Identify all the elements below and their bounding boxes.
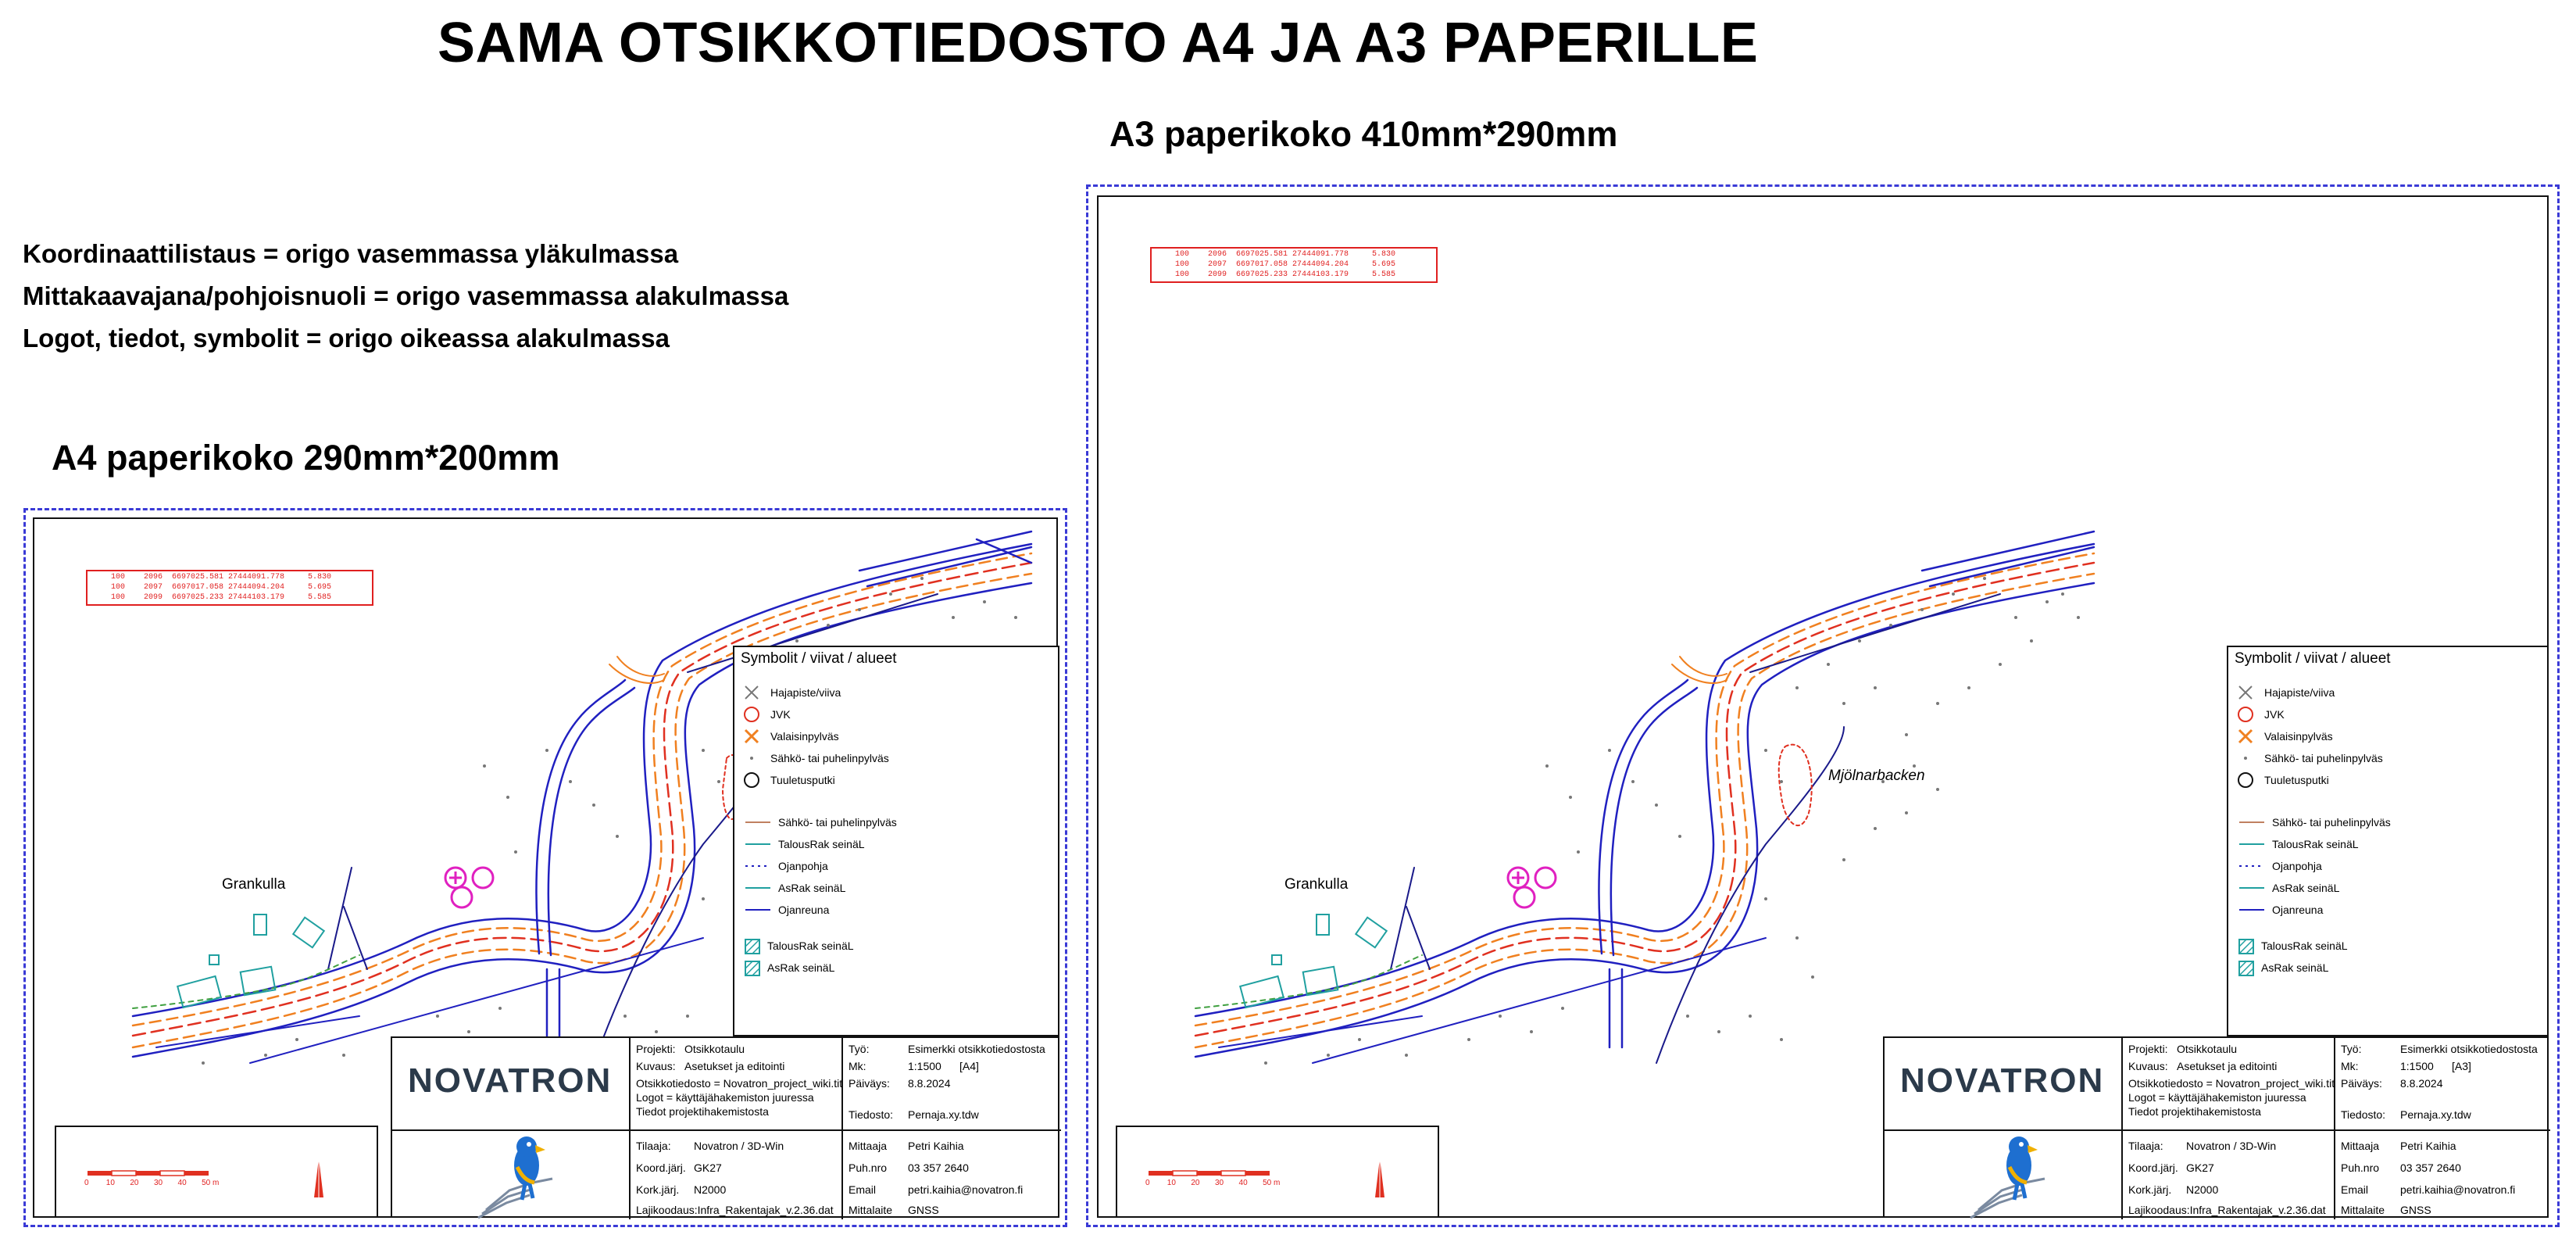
place-label-grankulla: Grankulla [1284,876,1349,893]
legend-item: AsRak seinäL [767,961,835,974]
label-projekti: Projekti: [2128,1043,2168,1055]
legend-item: Ojanreuna [2272,904,2324,916]
label-paivays: Päiväys: [849,1077,890,1090]
label-mk: Mk: [849,1060,866,1072]
legend-item: TalousRak seinäL [2261,940,2348,952]
legend-item: Hajapiste/viiva [2264,686,2335,699]
legend-title: Symbolit / viivat / alueet [741,650,897,667]
a4-title-block [391,1036,1059,1218]
value-tiedosto: Pernaja.xy.tdw [908,1108,979,1121]
label-tyo: Työ: [2341,1043,2362,1055]
legend-item: TalousRak seinäL [767,940,854,952]
a3-legend [2227,646,2549,1036]
value-paivays: 8.8.2024 [2400,1077,2443,1090]
legend-item: TalousRak seinäL [778,838,865,850]
legend-item: AsRak seinäL [2261,961,2329,974]
note-scale-bar: Mittakaavajana/pohjoisnuoli = origo vasemmassa alakulmassa [23,281,789,310]
coordinate-row: 100 2097 6697017.058 27444094.204 5.695 [111,583,332,592]
info-line: Logot = käyttäjähakemiston juuressa [2128,1091,2306,1104]
label-tilaaja: Tilaaja: [2128,1140,2163,1152]
value-mittaaja: Petri Kaihia [908,1140,964,1152]
scale-bar [56,1127,380,1219]
coordinate-row: 100 2096 6697025.581 27444091.778 5.830 [1175,250,1396,259]
legend-item: Sähkö- tai puhelinpylväs [770,752,889,764]
value-tilaaja: Novatron / 3D-Win [694,1140,784,1152]
value-email: petri.kaihia@novatron.fi [2400,1183,2516,1196]
value-mittalaite: GNSS [2400,1204,2431,1216]
label-tyo: Työ: [849,1043,870,1055]
legend-item: Sähkö- tai puhelinpylväs [2264,752,2383,764]
label-mk: Mk: [2341,1060,2359,1072]
value-tilaaja: Novatron / 3D-Win [2186,1140,2277,1152]
a3-scale-bar-box [1116,1126,1439,1218]
label-kork: Kork.järj. [2128,1183,2172,1196]
value-paper-size: [A4] [959,1060,979,1072]
a4-heading: A4 paperikoko 290mm*200mm [52,438,560,478]
legend-item: Sähkö- tai puhelinpylväs [2272,816,2391,829]
label-mittaaja: Mittaaja [2341,1140,2380,1152]
legend-item: Ojanreuna [778,904,830,916]
coordinate-row: 100 2097 6697017.058 27444094.204 5.695 [1175,260,1396,269]
a4-legend [733,646,1059,1036]
page-title: SAMA OTSIKKOTIEDOSTO A4 JA A3 PAPERILLE [438,12,1759,74]
value-paivays: 8.8.2024 [908,1077,951,1090]
value-tyo: Esimerkki otsikkotiedostosta [2400,1043,2538,1055]
legend-item: Tuuletusputki [2264,774,2329,786]
scale-labels: 0 10 20 30 40 50 m [84,1179,220,1187]
legend-item: AsRak seinäL [2272,882,2340,894]
label-kuvaus: Kuvaus: [636,1060,676,1072]
label-koord: Koord.järj. [636,1161,686,1174]
value-mk: 1:1500 [908,1060,941,1072]
a4-scale-bar-box [55,1126,378,1218]
value-kuvaus: Asetukset ja editointi [2177,1060,2278,1072]
value-mittalaite: GNSS [908,1204,939,1216]
legend-title: Symbolit / viivat / alueet [2235,650,2391,667]
label-kuvaus: Kuvaus: [2128,1060,2168,1072]
value-kork: N2000 [694,1183,727,1196]
label-puh: Puh.nro [849,1161,888,1174]
legend-item: Ojanpohja [2272,860,2322,872]
legend-item: JVK [770,708,791,721]
scale-bar [1117,1127,1441,1219]
info-line: Logot = käyttäjähakemiston juuressa [636,1091,814,1104]
place-label-mjolnarbacken: Mjölnarbacken [1828,768,1925,784]
value-tiedosto: Pernaja.xy.tdw [2400,1108,2471,1121]
place-label-grankulla: Grankulla [222,876,286,893]
legend-item: Valaisinpylväs [770,730,839,743]
info-line: Tiedot projektihakemistosta [636,1105,769,1118]
legend-item: Sähkö- tai puhelinpylväs [778,816,897,829]
legend-item: TalousRak seinäL [2272,838,2359,850]
note-logos: Logot, tiedot, symbolit = origo oikeassa alakulmassa [23,324,670,353]
scale-labels: 0 10 20 30 40 50 m [1145,1179,1281,1187]
value-mittaaja: Petri Kaihia [2400,1140,2456,1152]
value-projekti: Otsikkotaulu [2177,1043,2238,1055]
legend-item: Hajapiste/viiva [770,686,841,699]
legend-item: AsRak seinäL [778,882,846,894]
label-puh: Puh.nro [2341,1161,2380,1174]
coordinate-row: 100 2099 6697025.233 27444103.179 5.585 [111,593,332,602]
value-koord: GK27 [694,1161,722,1174]
value-puh: 03 357 2640 [908,1161,969,1174]
value-koord: GK27 [2186,1161,2214,1174]
label-paivays: Päiväys: [2341,1077,2382,1090]
value-tyo: Esimerkki otsikkotiedostosta [908,1043,1045,1055]
legend-item: Ojanpohja [778,860,828,872]
value-paper-size: [A3] [2452,1060,2471,1072]
coordinate-row: 100 2099 6697025.233 27444103.179 5.585 [1175,270,1396,279]
value-kuvaus: Asetukset ja editointi [684,1060,785,1072]
label-mittaaja: Mittaaja [849,1140,888,1152]
novatron-logo: NOVATRON [1900,1061,2105,1100]
legend-item: Valaisinpylväs [2264,730,2333,743]
label-mittalaite: Mittalaite [2341,1204,2385,1216]
label-email: Email [2341,1183,2369,1196]
value-puh: 03 357 2640 [2400,1161,2461,1174]
label-projekti: Projekti: [636,1043,676,1055]
novatron-logo: NOVATRON [408,1061,613,1100]
label-kork: Kork.järj. [636,1183,680,1196]
value-lajikoodaus: Lajikoodaus:Infra_Rakentajak_v.2.36.dat [2128,1204,2326,1216]
info-line: Otsikkotiedosto = Novatron_project_wiki.tit [636,1077,843,1090]
coordinate-row: 100 2096 6697025.581 27444091.778 5.830 [111,573,332,582]
info-line: Otsikkotiedosto = Novatron_project_wiki.tit [2128,1077,2335,1090]
value-lajikoodaus: Lajikoodaus:Infra_Rakentajak_v.2.36.dat [636,1204,834,1216]
value-projekti: Otsikkotaulu [684,1043,745,1055]
legend-item: JVK [2264,708,2285,721]
label-mittalaite: Mittalaite [849,1204,893,1216]
value-kork: N2000 [2186,1183,2219,1196]
info-line: Tiedot projektihakemistosta [2128,1105,2261,1118]
value-mk: 1:1500 [2400,1060,2434,1072]
label-koord: Koord.järj. [2128,1161,2178,1174]
value-email: petri.kaihia@novatron.fi [908,1183,1024,1196]
label-tiedosto: Tiedosto: [2341,1108,2386,1121]
note-coordinates: Koordinaattilistaus = origo vasemmassa yläkulmassa [23,239,679,268]
legend-item: Tuuletusputki [770,774,835,786]
label-tiedosto: Tiedosto: [849,1108,894,1121]
a3-title-block [1883,1036,2549,1218]
a3-heading: A3 paperikoko 410mm*290mm [1109,114,1618,154]
label-email: Email [849,1183,877,1196]
label-tilaaja: Tilaaja: [636,1140,671,1152]
